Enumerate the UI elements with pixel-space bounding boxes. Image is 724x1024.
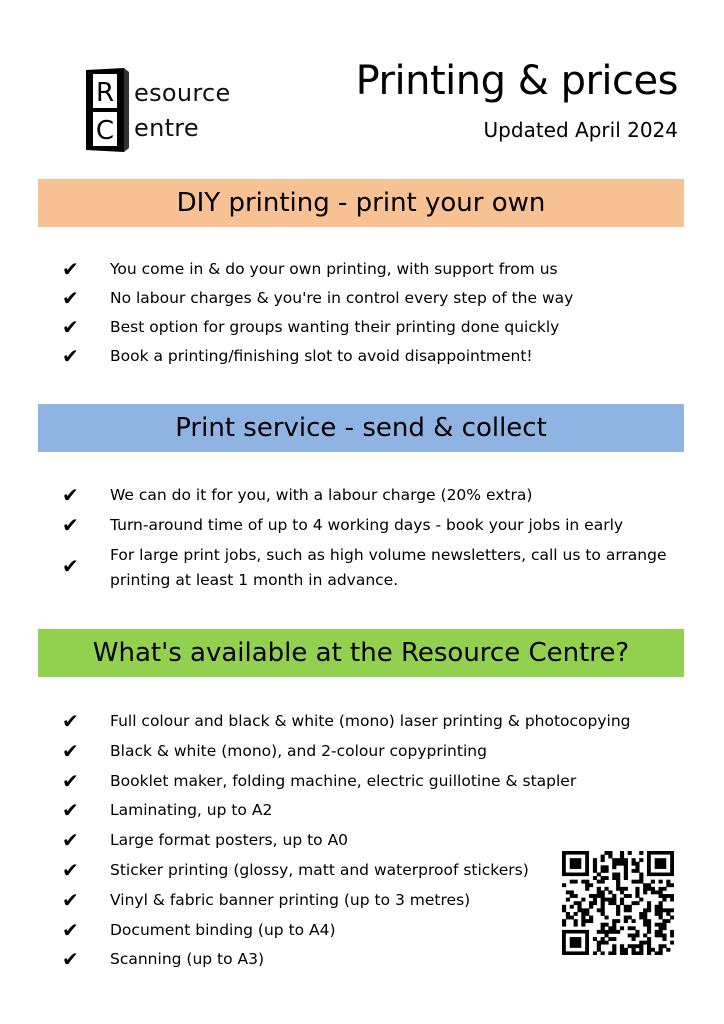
check-icon: ✔: [62, 887, 79, 912]
section-heading-diy-label: DIY printing - print your own: [176, 188, 546, 218]
check-icon: ✔: [62, 768, 79, 793]
list-item: ✔ Best option for groups wanting their printing done quickly: [62, 315, 560, 339]
check-icon: ✔: [62, 315, 79, 339]
section-heading-available-label: What's available at the Resource Centre?: [92, 638, 630, 668]
list-item: ✔ Turn-around time of up to 4 working days - book your jobs in early: [62, 512, 624, 537]
section-heading-available: [38, 629, 684, 677]
check-icon: ✔: [62, 554, 79, 578]
check-icon: ✔: [62, 512, 79, 537]
list-item: ✔ No labour charges & you're in control every step of the way: [62, 286, 574, 310]
list-item: ✔ Full colour and black & white (mono) laser printing & photocopying: [62, 709, 631, 733]
door-logo-icon: [84, 66, 130, 154]
available-list: [60, 710, 631, 978]
check-icon: ✔: [62, 483, 79, 507]
check-icon: ✔: [62, 828, 79, 853]
list-item: ✔ Document binding (up to A4): [62, 917, 336, 942]
qr-code-icon[interactable]: [562, 851, 674, 955]
section-heading-service-label: Print service - send & collect: [175, 413, 547, 443]
list-item: ✔ Sticker printing (glossy, matt and waterproof stickers): [62, 857, 529, 882]
list-item: ✔ Book a printing/finishing slot to avoid disappointment!: [62, 344, 533, 368]
list-item: ✔ Large format posters, up to A0: [62, 828, 349, 853]
check-icon: ✔: [62, 917, 79, 942]
list-item: ✔ Booklet maker, folding machine, electric guillotine & stapler: [62, 768, 577, 793]
list-item: ✔ Scanning (up to A3): [62, 947, 265, 972]
service-list: [60, 484, 700, 593]
check-icon: ✔: [62, 798, 79, 823]
list-item: ✔ Black & white (mono), and 2-colour copyprinting: [62, 738, 487, 763]
check-icon: ✔: [62, 738, 79, 763]
check-icon: ✔: [62, 709, 79, 733]
section-heading-service: [38, 404, 684, 452]
logo-letter-r: R: [95, 78, 115, 108]
logo-text-line1: esource: [134, 79, 231, 107]
check-icon: ✔: [62, 857, 79, 882]
check-icon: ✔: [62, 947, 79, 972]
section-heading-diy: [38, 179, 684, 227]
check-icon: ✔: [62, 286, 79, 310]
page-title: Printing & prices: [355, 58, 678, 104]
check-icon: ✔: [62, 257, 79, 281]
list-item: ✔ For large print jobs, such as high volume newsletters, call us to arrange printing at least 1 month in advance.: [62, 546, 667, 589]
list-item: ✔ Vinyl & fabric banner printing (up to 3 metres): [62, 887, 471, 912]
list-item: ✔ Laminating, up to A2: [62, 798, 273, 823]
diy-list: [60, 258, 573, 374]
resource-centre-logo: [84, 66, 254, 156]
page-subtitle: Updated April 2024: [483, 118, 678, 142]
logo-text-line2: entre: [134, 114, 199, 142]
list-item: ✔ You come in & do your own printing, with support from us: [62, 257, 558, 281]
logo-letter-c: C: [95, 116, 115, 146]
list-item: ✔ We can do it for you, with a labour charge (20% extra): [62, 483, 533, 507]
check-icon: ✔: [62, 344, 79, 368]
